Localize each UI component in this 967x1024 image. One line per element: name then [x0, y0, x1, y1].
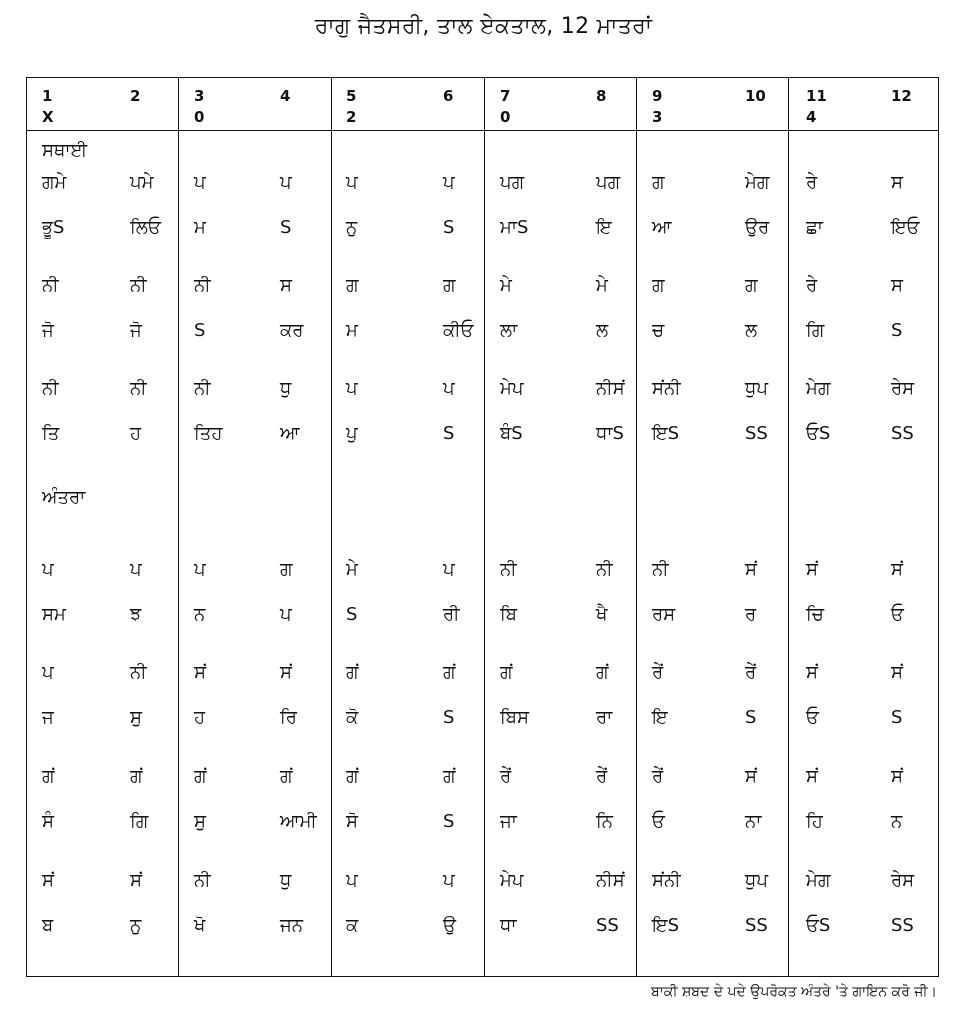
swar-cell: ਨੀ	[596, 559, 613, 580]
bol-cell: ਸੋ	[346, 811, 358, 832]
swar-cell: ਸਂ	[806, 559, 818, 580]
swar-cell: ਮੇਗ	[806, 378, 831, 399]
swar-cell: ਸਂ	[42, 870, 54, 891]
swar-cell: ਸ	[891, 172, 903, 193]
swar-cell: ਗ	[280, 559, 293, 580]
bol-cell: ਉਰ	[745, 217, 770, 238]
bol-cell: S	[443, 217, 455, 238]
swar-cell: ਗ	[443, 275, 456, 296]
bol-cell: ਕੋ	[346, 707, 359, 728]
swar-cell: ਗ	[745, 275, 758, 296]
bol-cell: ਮ	[346, 320, 358, 341]
bol-cell: ਛਾ	[806, 217, 823, 238]
bol-cell: ਆ	[652, 217, 672, 238]
beat-number: 1	[42, 87, 53, 105]
swar-cell: ਗਂ	[280, 766, 293, 787]
taal-mark: 4	[806, 108, 817, 126]
swar-cell: ਮੇਗ	[745, 172, 770, 193]
group-divider	[178, 77, 179, 977]
section-label-sthai: ਸਥਾਈ	[42, 140, 88, 161]
swar-cell: ਰੇਂ	[652, 766, 664, 787]
swar-cell: ਗਂ	[500, 662, 513, 683]
bol-cell: ਓ	[891, 604, 904, 625]
bol-cell: ਓS	[806, 423, 831, 444]
swar-cell: ਸਂ	[745, 559, 757, 580]
beat-number: 5	[346, 87, 357, 105]
beat-number: 3	[194, 87, 205, 105]
taal-mark: 0	[194, 108, 205, 126]
swar-cell: ਸਂ	[891, 559, 903, 580]
beat-number: 8	[596, 87, 607, 105]
bol-cell: SS	[891, 423, 914, 444]
group-divider	[636, 77, 637, 977]
bol-cell: S	[443, 423, 455, 444]
swar-cell: ਗਂ	[596, 662, 609, 683]
swar-cell: ਨੀ	[652, 559, 669, 580]
swar-cell: ਪ	[130, 559, 142, 580]
swar-cell: ਮੇਗ	[806, 870, 831, 891]
swar-cell: ਸਂ	[806, 662, 818, 683]
swar-cell: ਗਂ	[194, 766, 207, 787]
bol-cell: ਜੋ	[130, 320, 142, 341]
swar-cell: ਗ	[652, 172, 665, 193]
group-divider	[484, 77, 485, 977]
bol-cell: ਰਿ	[280, 707, 297, 728]
bol-cell: ਖੈ	[596, 604, 608, 625]
bol-cell: ਇS	[652, 423, 680, 444]
bol-cell: ਖੋ	[194, 915, 206, 936]
swar-cell: ਮੇ	[346, 559, 358, 580]
bol-cell: ਬਿਸ	[500, 707, 530, 728]
swar-cell: ਪ	[346, 172, 358, 193]
beat-number: 4	[280, 87, 291, 105]
bol-cell: ਇ	[652, 707, 668, 728]
bol-cell: ਕ	[346, 915, 359, 936]
bol-cell: ਨ	[194, 604, 206, 625]
bol-cell: ਲ	[596, 320, 609, 341]
bol-cell: ਕੀਓ	[443, 320, 474, 341]
swar-cell: ਮੇ	[596, 275, 608, 296]
swar-cell: ਪ	[443, 378, 455, 399]
swar-cell: ਪ	[443, 172, 455, 193]
bol-cell: ਇS	[652, 915, 680, 936]
bol-cell: ਚ	[652, 320, 665, 341]
swar-cell: ਰੇ	[806, 172, 818, 193]
swar-cell: ਸਂ	[891, 766, 903, 787]
swar-cell: ਸ	[280, 275, 292, 296]
bol-cell: S	[891, 320, 903, 341]
beat-number: 10	[745, 87, 766, 105]
swar-cell: ਨੀ	[194, 870, 211, 891]
bol-cell: ਨਿ	[596, 811, 614, 832]
bol-cell: SS	[596, 915, 619, 936]
bol-cell: ਜੋ	[42, 320, 54, 341]
swar-cell: ਪ	[346, 378, 358, 399]
bol-cell: S	[443, 811, 455, 832]
bol-cell: SS	[745, 423, 768, 444]
bol-cell: ਗਿ	[130, 811, 149, 832]
group-divider	[331, 77, 332, 977]
bol-cell: ਇ	[596, 217, 612, 238]
bol-cell: ਬਿ	[500, 604, 518, 625]
bol-cell: ਓS	[806, 915, 831, 936]
beat-number: 12	[891, 87, 912, 105]
bol-cell: SS	[745, 915, 768, 936]
beat-number: 7	[500, 87, 511, 105]
swar-cell: ਨੀਸਂ	[596, 870, 625, 891]
swar-cell: ਪ	[42, 559, 54, 580]
swar-cell: ਗਂ	[130, 766, 143, 787]
bol-cell: ਬ	[42, 915, 54, 936]
swar-cell: ਧੁਪ	[745, 870, 768, 891]
swar-cell: ਨੀ	[194, 275, 211, 296]
beat-number: 6	[443, 87, 454, 105]
bol-cell: S	[443, 707, 455, 728]
beat-number: 11	[806, 87, 827, 105]
bol-cell: ਓ	[806, 707, 819, 728]
swar-cell: ਰੇਸ	[891, 378, 915, 399]
bol-cell: ਕਰ	[280, 320, 304, 341]
swar-cell: ਸਂ	[280, 662, 292, 683]
bol-cell: ਗਿ	[806, 320, 825, 341]
section-label-antra: ਅੰਤਰਾ	[42, 487, 86, 508]
swar-cell: ਗਂ	[346, 662, 359, 683]
bol-cell: ਜਾ	[500, 811, 517, 832]
bol-cell: ਬੰS	[500, 423, 523, 444]
swar-cell: ਸਂਨੀ	[652, 378, 681, 399]
swar-cell: ਨੀਸਂ	[596, 378, 625, 399]
bol-cell: S	[194, 320, 206, 341]
swar-cell: ਪ	[443, 559, 455, 580]
bol-cell: ਹਿ	[806, 811, 823, 832]
header-divider	[26, 130, 939, 131]
beat-number: 2	[130, 87, 141, 105]
bol-cell: SS	[891, 915, 914, 936]
bol-cell: ਸੁ	[130, 707, 142, 728]
swar-cell: ਨੀ	[42, 275, 59, 296]
bol-cell: ਲਾ	[500, 320, 518, 341]
swar-cell: ਪ	[280, 172, 292, 193]
notation-table	[26, 77, 939, 977]
bol-cell: ਆਮੀ	[280, 811, 317, 832]
footer-note: ਬਾਕੀ ਸ਼ਬਦ ਦੇ ਪਦੇ ਉਪਰੋਕਤ ਅੰਤਰੇ 'ਤੇ ਗਾਇਨ ਕਰੋ ਜੀ।	[651, 984, 937, 1000]
swar-cell: ਪ	[42, 662, 54, 683]
swar-cell: ਪ	[194, 559, 206, 580]
bol-cell: ਨੁ	[130, 915, 142, 936]
swar-cell: ਸਂ	[806, 766, 818, 787]
swar-cell: ਸ	[891, 275, 903, 296]
bol-cell: S	[346, 604, 358, 625]
bol-cell: ਨ	[891, 811, 903, 832]
bol-cell: S	[891, 707, 903, 728]
swar-cell: ਸਂ	[745, 766, 757, 787]
swar-cell: ਪ	[194, 172, 206, 193]
bol-cell: ਚਿ	[806, 604, 824, 625]
bol-cell: ਮ	[194, 217, 206, 238]
bol-cell: ਨਾ	[745, 811, 762, 832]
page-title: ਰਾਗੁ ਜੈਤਸਰੀ, ਤਾਲ ਏਕਤਾਲ, 12 ਮਾਤਰਾਂ	[314, 14, 653, 39]
swar-cell: ਮੇਪ	[500, 378, 524, 399]
swar-cell: ਗਂ	[346, 766, 359, 787]
bol-cell: ਰ	[745, 604, 757, 625]
bol-cell: ਸਮ	[42, 604, 66, 625]
bol-cell: ਰੀ	[443, 604, 460, 625]
swar-cell: ਰੇਸ	[891, 870, 915, 891]
group-divider	[788, 77, 789, 977]
bol-cell: ਤਿ	[42, 423, 60, 444]
bol-cell: ਮਾS	[500, 217, 529, 238]
bol-cell: ਨੁ	[346, 217, 358, 238]
swar-cell: ਗ	[346, 275, 359, 296]
swar-cell: ਨੀ	[500, 559, 517, 580]
bol-cell: ਉ	[443, 915, 457, 936]
bol-cell: ਲ	[745, 320, 758, 341]
swar-cell: ਨੀ	[130, 662, 147, 683]
bol-cell: S	[280, 217, 292, 238]
swar-cell: ਗਂ	[443, 662, 456, 683]
bol-cell: S	[745, 707, 757, 728]
swar-cell: ਨੀ	[194, 378, 211, 399]
swar-cell: ਨੀ	[42, 378, 59, 399]
taal-mark: 3	[652, 108, 663, 126]
swar-cell: ਧੁ	[280, 870, 292, 891]
swar-cell: ਸਂਨੀ	[652, 870, 681, 891]
bol-cell: ਆ	[280, 423, 300, 444]
swar-cell: ਧੁਪ	[745, 378, 768, 399]
swar-cell: ਪਮੇ	[130, 172, 154, 193]
swar-cell: ਰੇਂ	[500, 766, 512, 787]
swar-cell: ਸਂ	[891, 662, 903, 683]
bol-cell: ਤਿਹ	[194, 423, 223, 444]
bol-cell: ਹ	[194, 707, 206, 728]
swar-cell: ਗ	[652, 275, 665, 296]
bol-cell: ਧਾ	[500, 915, 517, 936]
swar-cell: ਸਂ	[194, 662, 206, 683]
bol-cell: ਜਨ	[280, 915, 304, 936]
swar-cell: ਨੀ	[130, 378, 147, 399]
bol-cell: ਲਿਓ	[130, 217, 161, 238]
beat-number: 9	[652, 87, 663, 105]
swar-cell: ਗਂ	[443, 766, 456, 787]
bol-cell: ਹ	[130, 423, 142, 444]
taal-mark: X	[42, 108, 54, 126]
bol-cell: ਸੁ	[194, 811, 206, 832]
swar-cell: ਰੇਂ	[652, 662, 664, 683]
bol-cell: ਓ	[652, 811, 665, 832]
swar-cell: ਮੇਪ	[500, 870, 524, 891]
swar-cell: ਪਗ	[500, 172, 525, 193]
swar-cell: ਨੀ	[130, 275, 147, 296]
bol-cell: ਇਓ	[891, 217, 920, 238]
swar-cell: ਰੇ	[806, 275, 818, 296]
swar-cell: ਰੇਂ	[745, 662, 757, 683]
bol-cell: ਝ	[130, 604, 142, 625]
swar-cell: ਧੁ	[280, 378, 292, 399]
swar-cell: ਸਂ	[130, 870, 142, 891]
bol-cell: ਪ	[280, 604, 292, 625]
swar-cell: ਪਗ	[596, 172, 621, 193]
bol-cell: ਸੰ	[42, 811, 54, 832]
bol-cell: ਪੁ	[346, 423, 358, 444]
bol-cell: ਰਸ	[652, 604, 676, 625]
swar-cell: ਗਮੇ	[42, 172, 67, 193]
bol-cell: ਧਾS	[596, 423, 624, 444]
swar-cell: ਪ	[346, 870, 358, 891]
bol-cell: ਜ	[42, 707, 54, 728]
swar-cell: ਰੇਂ	[596, 766, 608, 787]
taal-mark: 2	[346, 108, 357, 126]
bol-cell: ਰਾ	[596, 707, 613, 728]
swar-cell: ਪ	[443, 870, 455, 891]
swar-cell: ਗਂ	[42, 766, 55, 787]
taal-mark: 0	[500, 108, 511, 126]
bol-cell: ਭੂS	[42, 217, 65, 238]
swar-cell: ਮੇ	[500, 275, 512, 296]
